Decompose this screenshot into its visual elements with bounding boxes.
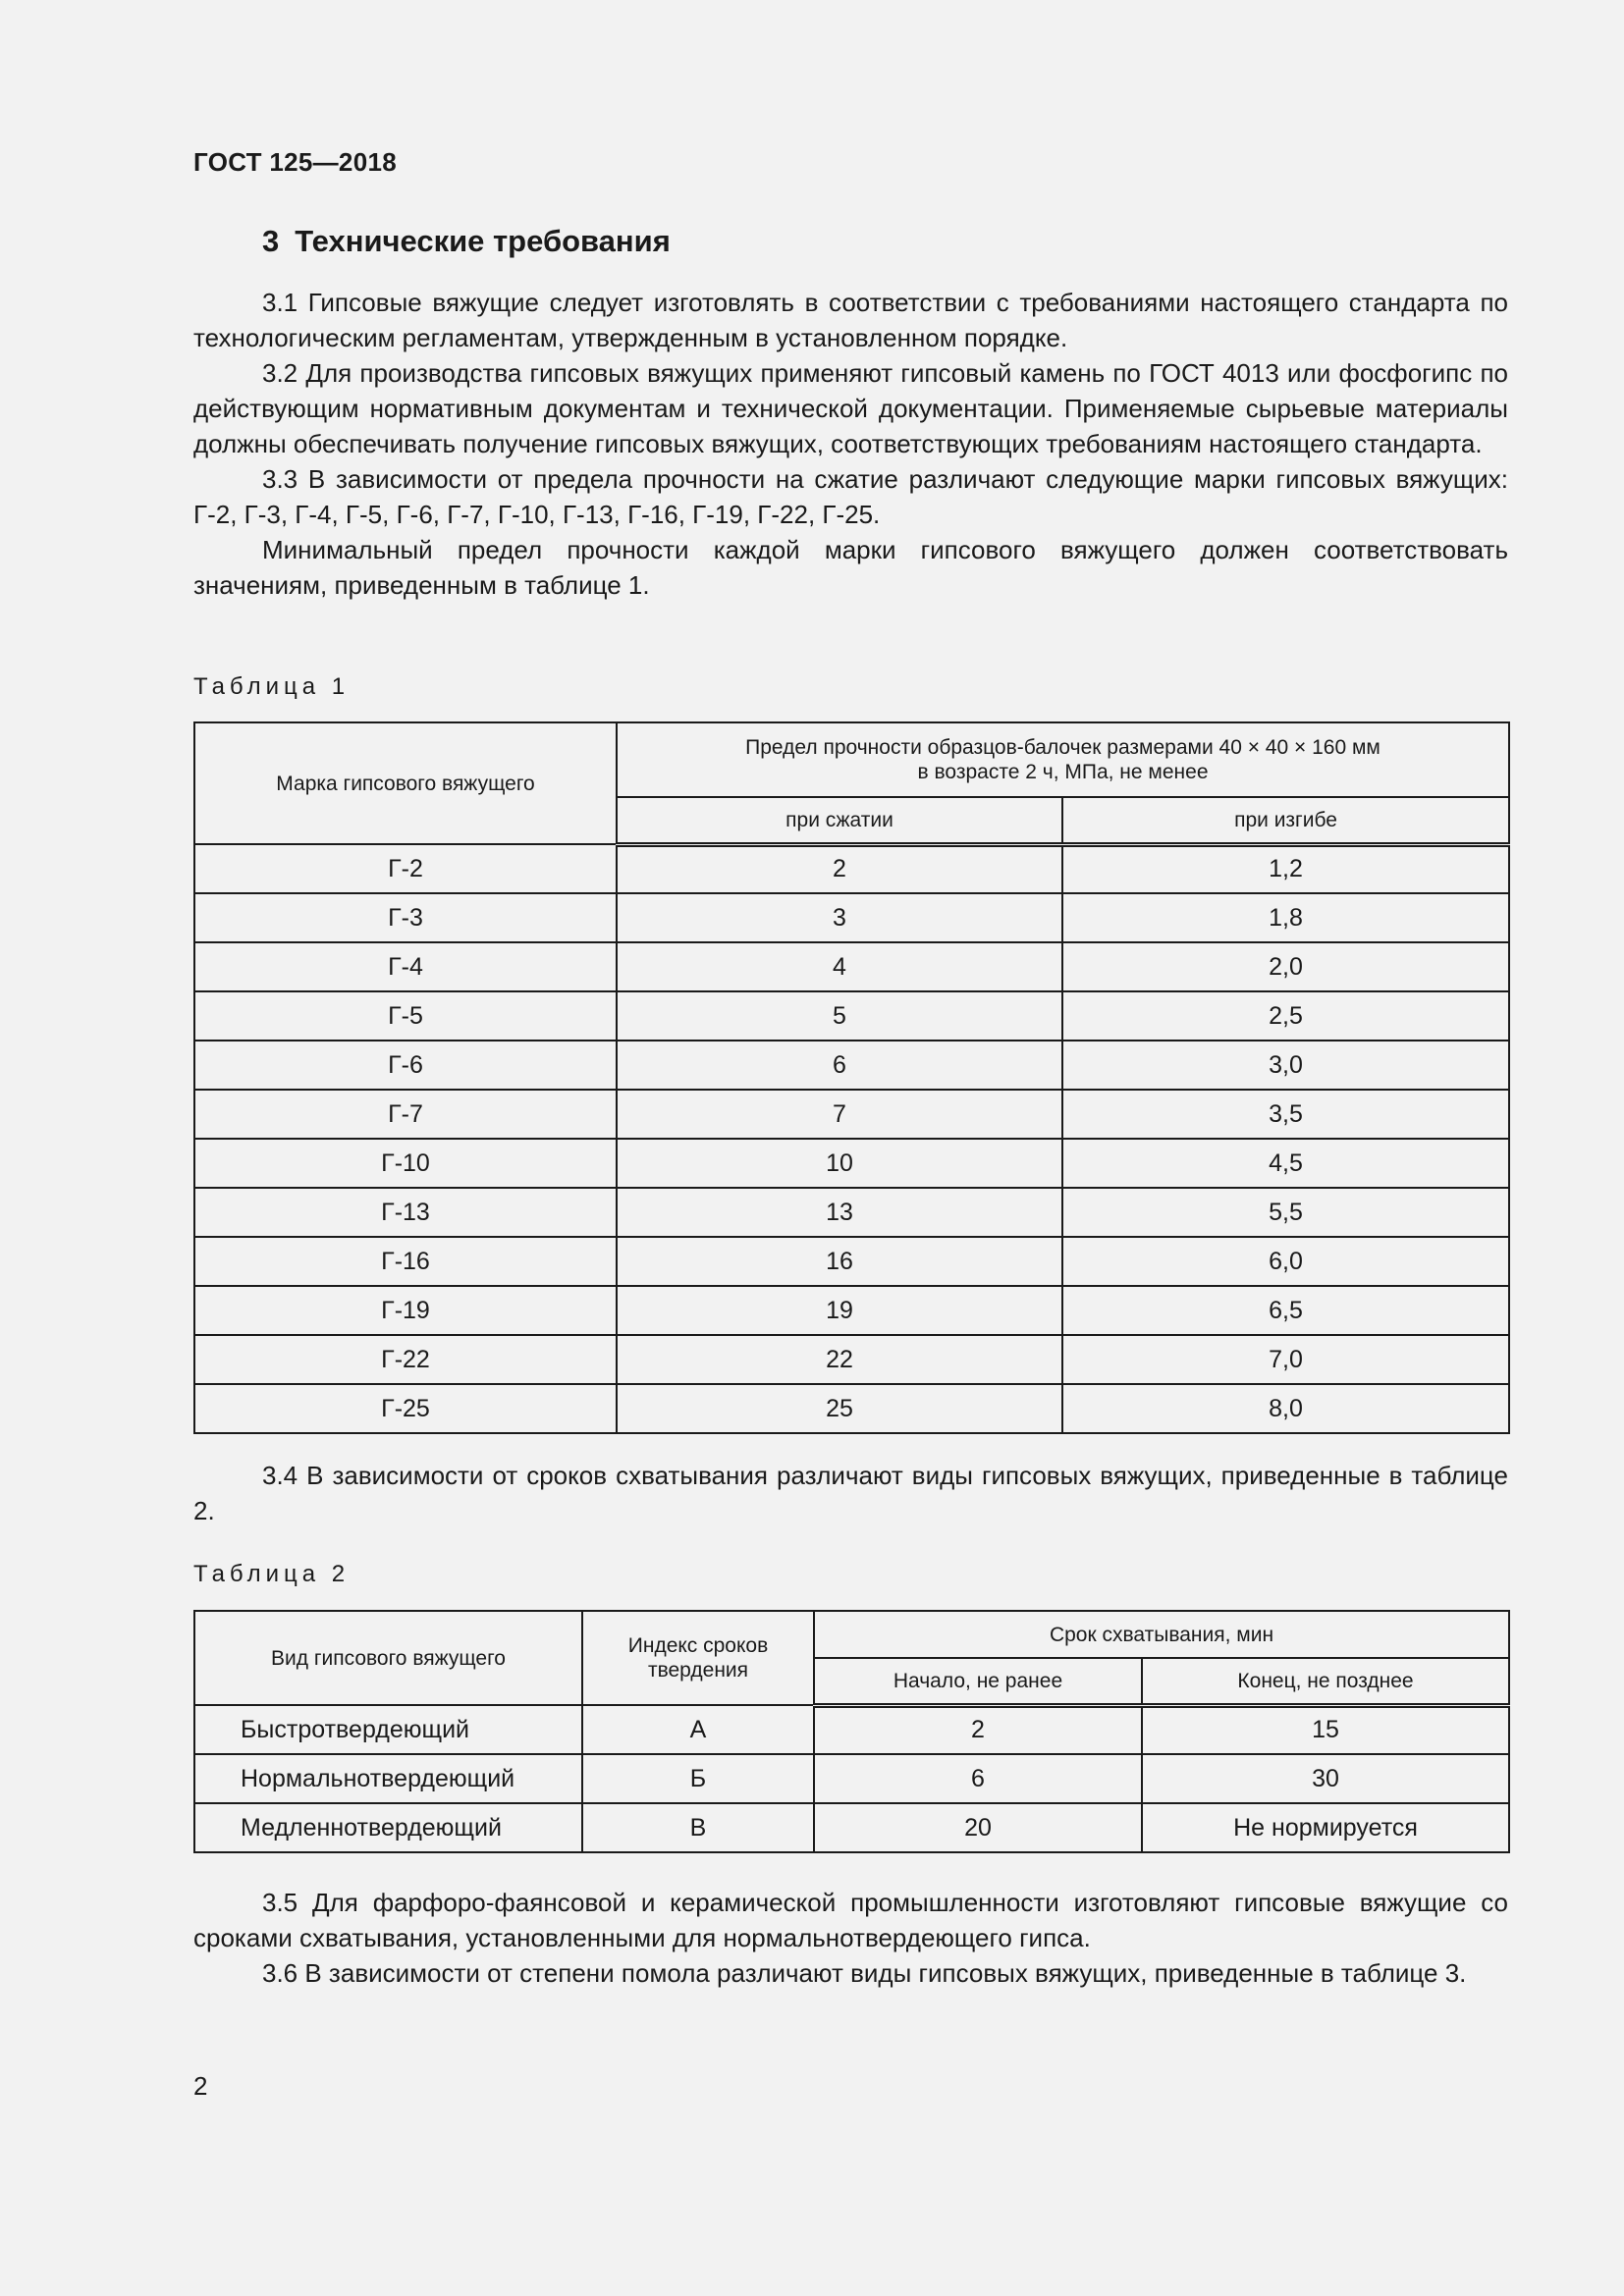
text-block-mid <box>193 1458 1508 1528</box>
table1-cell-compression: 19 <box>617 1286 1062 1335</box>
table1-cell-grade: Г-5 <box>194 991 617 1041</box>
table1-row <box>194 1188 1509 1237</box>
table1-cell-grade: Г-25 <box>194 1384 617 1433</box>
table1-row <box>194 1384 1509 1433</box>
table2-row <box>194 1754 1509 1803</box>
table1 <box>193 721 1510 1434</box>
table1-cell-grade: Г-6 <box>194 1041 617 1090</box>
table1-row <box>194 991 1509 1041</box>
section-title: Технические требования <box>295 224 671 258</box>
table1-cell-grade: Г-7 <box>194 1090 617 1139</box>
table2-cell-end: 15 <box>1142 1705 1509 1754</box>
table2-row <box>194 1705 1509 1754</box>
paragraph-table1-intro: Минимальный предел прочности каждой марки гипсового вяжущего должен соответствовать значениям, приведенным в таблице 1. <box>193 535 1508 600</box>
page-number: 2 <box>193 2071 208 2101</box>
table2-header-index-line1: Индекс сроков <box>627 1634 769 1657</box>
table1-cell-bending: 3,0 <box>1062 1041 1509 1090</box>
document-header: ГОСТ 125—2018 <box>193 147 397 177</box>
text-block-top <box>193 285 1508 603</box>
table2-header-index <box>582 1611 814 1705</box>
table1-cell-compression: 25 <box>617 1384 1062 1433</box>
table1-cell-bending: 4,5 <box>1062 1139 1509 1188</box>
table1-cell-bending: 1,2 <box>1062 844 1509 893</box>
paragraph-3-5: 3.5 Для фарфоро-фаянсовой и керамической промышленности изготовляют гипсовые вяжущие со сроками схватывания, установленными для нормальнотвердеющего гипса. <box>193 1888 1508 1952</box>
table2-cell-type: Медленнотвердеющий <box>194 1803 582 1852</box>
table2-row <box>194 1803 1509 1852</box>
table1-cell-bending: 6,5 <box>1062 1286 1509 1335</box>
table1-cell-bending: 8,0 <box>1062 1384 1509 1433</box>
text-block-bottom <box>193 1885 1508 1991</box>
table1-row <box>194 1237 1509 1286</box>
table1-cell-grade: Г-3 <box>194 893 617 942</box>
table2-cell-type: Нормальнотвердеющий <box>194 1754 582 1803</box>
table1-cell-bending: 6,0 <box>1062 1237 1509 1286</box>
table1-cell-grade: Г-22 <box>194 1335 617 1384</box>
paragraph-3-3: 3.3 В зависимости от предела прочности на сжатие различают следующие марки гипсовых вяжущих: Г-2, Г-3, Г-4, Г-5, Г-6, Г-7, Г-10, Г-13, Г-16, Г-19, Г-22, Г-25. <box>193 464 1508 529</box>
table1-row <box>194 942 1509 991</box>
table1-header-compression: при сжатии <box>617 797 1062 844</box>
section-number: 3 <box>262 224 280 258</box>
table1-cell-compression: 4 <box>617 942 1062 991</box>
table2-cell-end: 30 <box>1142 1754 1509 1803</box>
table2-cell-start: 6 <box>814 1754 1142 1803</box>
table1-cell-compression: 5 <box>617 991 1062 1041</box>
table2-header-index-line2: твердения <box>647 1659 749 1682</box>
table1-cell-compression: 6 <box>617 1041 1062 1090</box>
table1-caption: Таблица 1 <box>193 673 351 700</box>
table1-row <box>194 1090 1509 1139</box>
table2-caption: Таблица 2 <box>193 1561 351 1587</box>
table1-row <box>194 1041 1509 1090</box>
table1-cell-compression: 3 <box>617 893 1062 942</box>
paragraph-3-1: 3.1 Гипсовые вяжущие следует изготовлять в соответствии с требованиями настоящего стандарта по технологическим регламентам, утвержденным в установленном порядке. <box>193 288 1508 352</box>
table1-cell-compression: 22 <box>617 1335 1062 1384</box>
table1-cell-compression: 7 <box>617 1090 1062 1139</box>
table1-cell-compression: 10 <box>617 1139 1062 1188</box>
table1-cell-bending: 2,5 <box>1062 991 1509 1041</box>
table1-cell-grade: Г-2 <box>194 844 617 893</box>
table1-cell-grade: Г-16 <box>194 1237 617 1286</box>
table2-cell-index: Б <box>582 1754 814 1803</box>
table1-header-strength <box>617 722 1509 797</box>
paragraph-3-6: 3.6 В зависимости от степени помола различают виды гипсовых вяжущих, приведенные в таблице 3. <box>262 1958 1467 1988</box>
table2-header-type: Вид гипсового вяжущего <box>194 1611 582 1705</box>
table1-cell-compression: 2 <box>617 844 1062 893</box>
table2-cell-type: Быстротвердеющий <box>194 1705 582 1754</box>
table1-row <box>194 1335 1509 1384</box>
table1-cell-compression: 16 <box>617 1237 1062 1286</box>
table2-cell-index: В <box>582 1803 814 1852</box>
table1-cell-bending: 3,5 <box>1062 1090 1509 1139</box>
table1-header-grade: Марка гипсового вяжущего <box>194 722 617 844</box>
table1-cell-compression: 13 <box>617 1188 1062 1237</box>
table1-header-strength-line2: в возрасте 2 ч, МПа, не менее <box>917 761 1209 783</box>
table2-cell-end: Не нормируется <box>1142 1803 1509 1852</box>
section-heading <box>262 224 671 259</box>
table1-row <box>194 844 1509 893</box>
table1-cell-bending: 7,0 <box>1062 1335 1509 1384</box>
table1-cell-bending: 2,0 <box>1062 942 1509 991</box>
table1-cell-grade: Г-10 <box>194 1139 617 1188</box>
table2-header-end: Конец, не позднее <box>1142 1658 1509 1705</box>
table1-cell-grade: Г-19 <box>194 1286 617 1335</box>
table2 <box>193 1610 1510 1853</box>
table2-cell-index: А <box>582 1705 814 1754</box>
table1-header-strength-line1: Предел прочности образцов-балочек размерами 40 × 40 × 160 мм <box>745 736 1380 759</box>
table1-header-bending: при изгибе <box>1062 797 1509 844</box>
table1-cell-grade: Г-13 <box>194 1188 617 1237</box>
table1-cell-bending: 1,8 <box>1062 893 1509 942</box>
table1-row <box>194 1139 1509 1188</box>
table2-cell-start: 20 <box>814 1803 1142 1852</box>
table2-header-start: Начало, не ранее <box>814 1658 1142 1705</box>
paragraph-3-2: 3.2 Для производства гипсовых вяжущих применяют гипсовый камень по ГОСТ 4013 или фосфогипс по действующим нормативным документам и технической документации. Применяемые сырьевые материалы должны обеспечивать получение гипсовых вяжущих, соответствующих требованиям настоящего стандарта. <box>193 358 1508 458</box>
table2-header-setting: Срок схватывания, мин <box>814 1611 1509 1658</box>
table1-cell-grade: Г-4 <box>194 942 617 991</box>
table1-row <box>194 893 1509 942</box>
table2-cell-start: 2 <box>814 1705 1142 1754</box>
paragraph-3-4: 3.4 В зависимости от сроков схватывания различают виды гипсовых вяжущих, приведенные в таблице 2. <box>193 1461 1508 1525</box>
table1-cell-bending: 5,5 <box>1062 1188 1509 1237</box>
table1-row <box>194 1286 1509 1335</box>
